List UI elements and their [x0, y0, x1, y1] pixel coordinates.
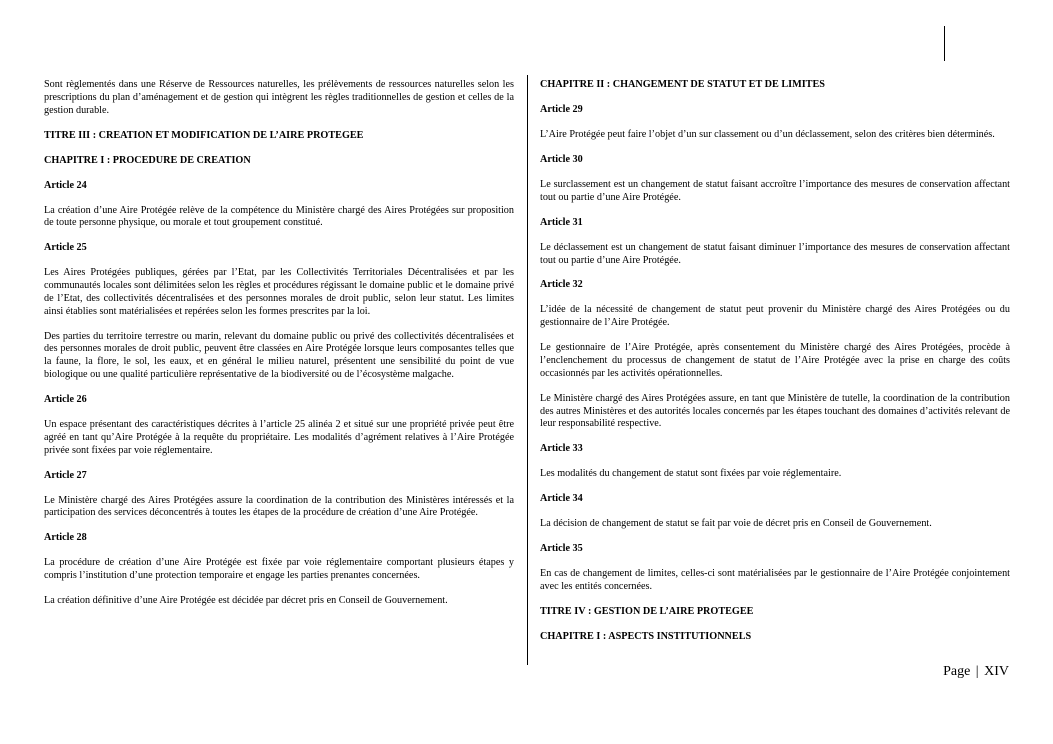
- body-paragraph: L’idée de la nécessité de changement de statut peut provenir du Ministère chargé des Aires Protégées ou du gestionnaire de l’Aire Protégée.: [540, 304, 1010, 329]
- body-paragraph: Le surclassement est un changement de statut faisant accroître l’importance des mesures de conservation affectant tout ou partie d’une Aire Protégée.: [540, 178, 1010, 203]
- article-heading: Article 26: [44, 394, 87, 406]
- body-paragraph: Des parties du territoire terrestre ou marin, relevant du domaine public ou privé des collectivités décentralisées et des personnes morales de droit public, peuvent être classées en Aire Protégée lorsque leurs composantes telles que la faune, la flore, le sol, les eaux, et en général le milieu naturel, présentent une sensibilité du point de vue biologique ou une qualité particulière représentative de la biodiversité ou de l’écosystème malgache.: [44, 330, 514, 381]
- article-heading: Article 31: [540, 216, 583, 228]
- left-column: [44, 79, 514, 608]
- body-paragraph: La création définitive d’une Aire Protégée est décidée par décret pris en Conseil de Gouvernement.: [44, 595, 448, 607]
- page-number: XIV: [984, 664, 1009, 679]
- chapter-heading: CHAPITRE II : CHANGEMENT DE STATUT ET DE LIMITES: [540, 79, 825, 90]
- title-heading: TITRE III : CREATION ET MODIFICATION DE L’AIRE PROTEGEE: [44, 129, 364, 141]
- article-heading: Article 28: [44, 532, 87, 544]
- body-paragraph: Le Ministère chargé des Aires Protégées assure, en tant que Ministère de tutelle, la coordination de la contribution des autres Ministères et des autorités locales concernés par les étapes touchant des domaines d’activités relevant de leur responsabilité respective.: [540, 392, 1010, 430]
- body-paragraph: L’Aire Protégée peut faire l’objet d’un sur classement ou d’un déclassement, selon des critères bien déterminés.: [540, 128, 995, 140]
- article-heading: Article 24: [44, 179, 87, 191]
- chapter-heading: CHAPITRE I : PROCEDURE DE CREATION: [44, 154, 251, 166]
- body-paragraph: La création d’une Aire Protégée relève de la compétence du Ministère chargé des Aires Protégées sur proposition de toute personne physique, ou morale et tout groupement constitué.: [44, 204, 514, 229]
- article-heading: Article 27: [44, 469, 87, 481]
- article-heading: Article 33: [540, 443, 583, 455]
- body-paragraph: La décision de changement de statut se fait par voie de décret pris en Conseil de Gouvernement.: [540, 518, 932, 530]
- article-heading: Article 25: [44, 242, 87, 254]
- article-heading: Article 30: [540, 153, 583, 165]
- title-heading: TITRE IV : GESTION DE L’AIRE PROTEGEE: [540, 606, 754, 618]
- column-divider: [527, 75, 528, 665]
- article-heading: Article 29: [540, 103, 583, 115]
- page-footer: [943, 664, 1009, 680]
- body-paragraph: En cas de changement de limites, celles-ci sont matérialisées par le gestionnaire de l’Aire Protégée conjointement avec les entités concernées.: [540, 568, 1010, 593]
- body-paragraph: Un espace présentant des caractéristiques décrites à l’article 25 alinéa 2 et situé sur une propriété privée peut être agréé en tant qu’Aire Protégée à la requête du propriétaire. Les modalités d’agrément relatives à l’Aire Protégée privée sont fixées par voie réglementaire.: [44, 419, 514, 456]
- page-label: Page: [943, 664, 971, 679]
- article-heading: Article 34: [540, 493, 583, 505]
- body-paragraph: Le gestionnaire de l’Aire Protégée, après consentement du Ministère chargé des Aires Protégées, procède à l’enclenchement du processus de changement de statut de l’Aire Protégée avec la prise en charge des coûts occasionnés par les activités opérationnelles.: [540, 342, 1010, 379]
- body-paragraph: Le Ministère chargé des Aires Protégées assure la coordination de la contribution des Ministères intéressés et la participation des services déconcentrés à toutes les étapes de la procédure de création d’une Aire Protégée.: [44, 494, 514, 519]
- article-heading: Article 32: [540, 279, 583, 291]
- body-paragraph: La procédure de création d’une Aire Protégée est fixée par voie réglementaire comportant plusieurs étapes y compris l’institution d’une protection temporaire et engage les parties prenantes concernées.: [44, 557, 514, 582]
- body-paragraph: Le déclassement est un changement de statut faisant diminuer l’importance des mesures de conservation affectant tout ou partie d’une Aire Protégée.: [540, 241, 1010, 266]
- body-paragraph: Sont règlementés dans une Réserve de Ressources naturelles, les prélèvements de ressources naturelles selon les prescriptions du plan d’aménagement et de gestion qui intègrent les règles traditionnelles de gestion et celles de la gestion durable.: [44, 79, 514, 116]
- chapter-heading: CHAPITRE I : ASPECTS INSTITUTIONNELS: [540, 631, 752, 643]
- right-column: [540, 79, 1010, 644]
- body-paragraph: Les Aires Protégées publiques, gérées par l’Etat, par les Collectivités Territoriales Décentralisées et par les communautés locales sont délimitées selon les règles et procédures régissant le domaine public et le domaine privé de l’Etat, des collectivités décentralisées et des personnes morales de droit public, selon leur statut. Les limites ainsi établies sont matérialisées et repérées selon les formes prescrites par la loi.: [44, 267, 514, 317]
- body-paragraph: Les modalités du changement de statut sont fixées par voie réglementaire.: [540, 468, 842, 480]
- header-rule: [944, 26, 945, 61]
- article-heading: Article 35: [540, 543, 583, 555]
- page-separator: |: [975, 664, 979, 679]
